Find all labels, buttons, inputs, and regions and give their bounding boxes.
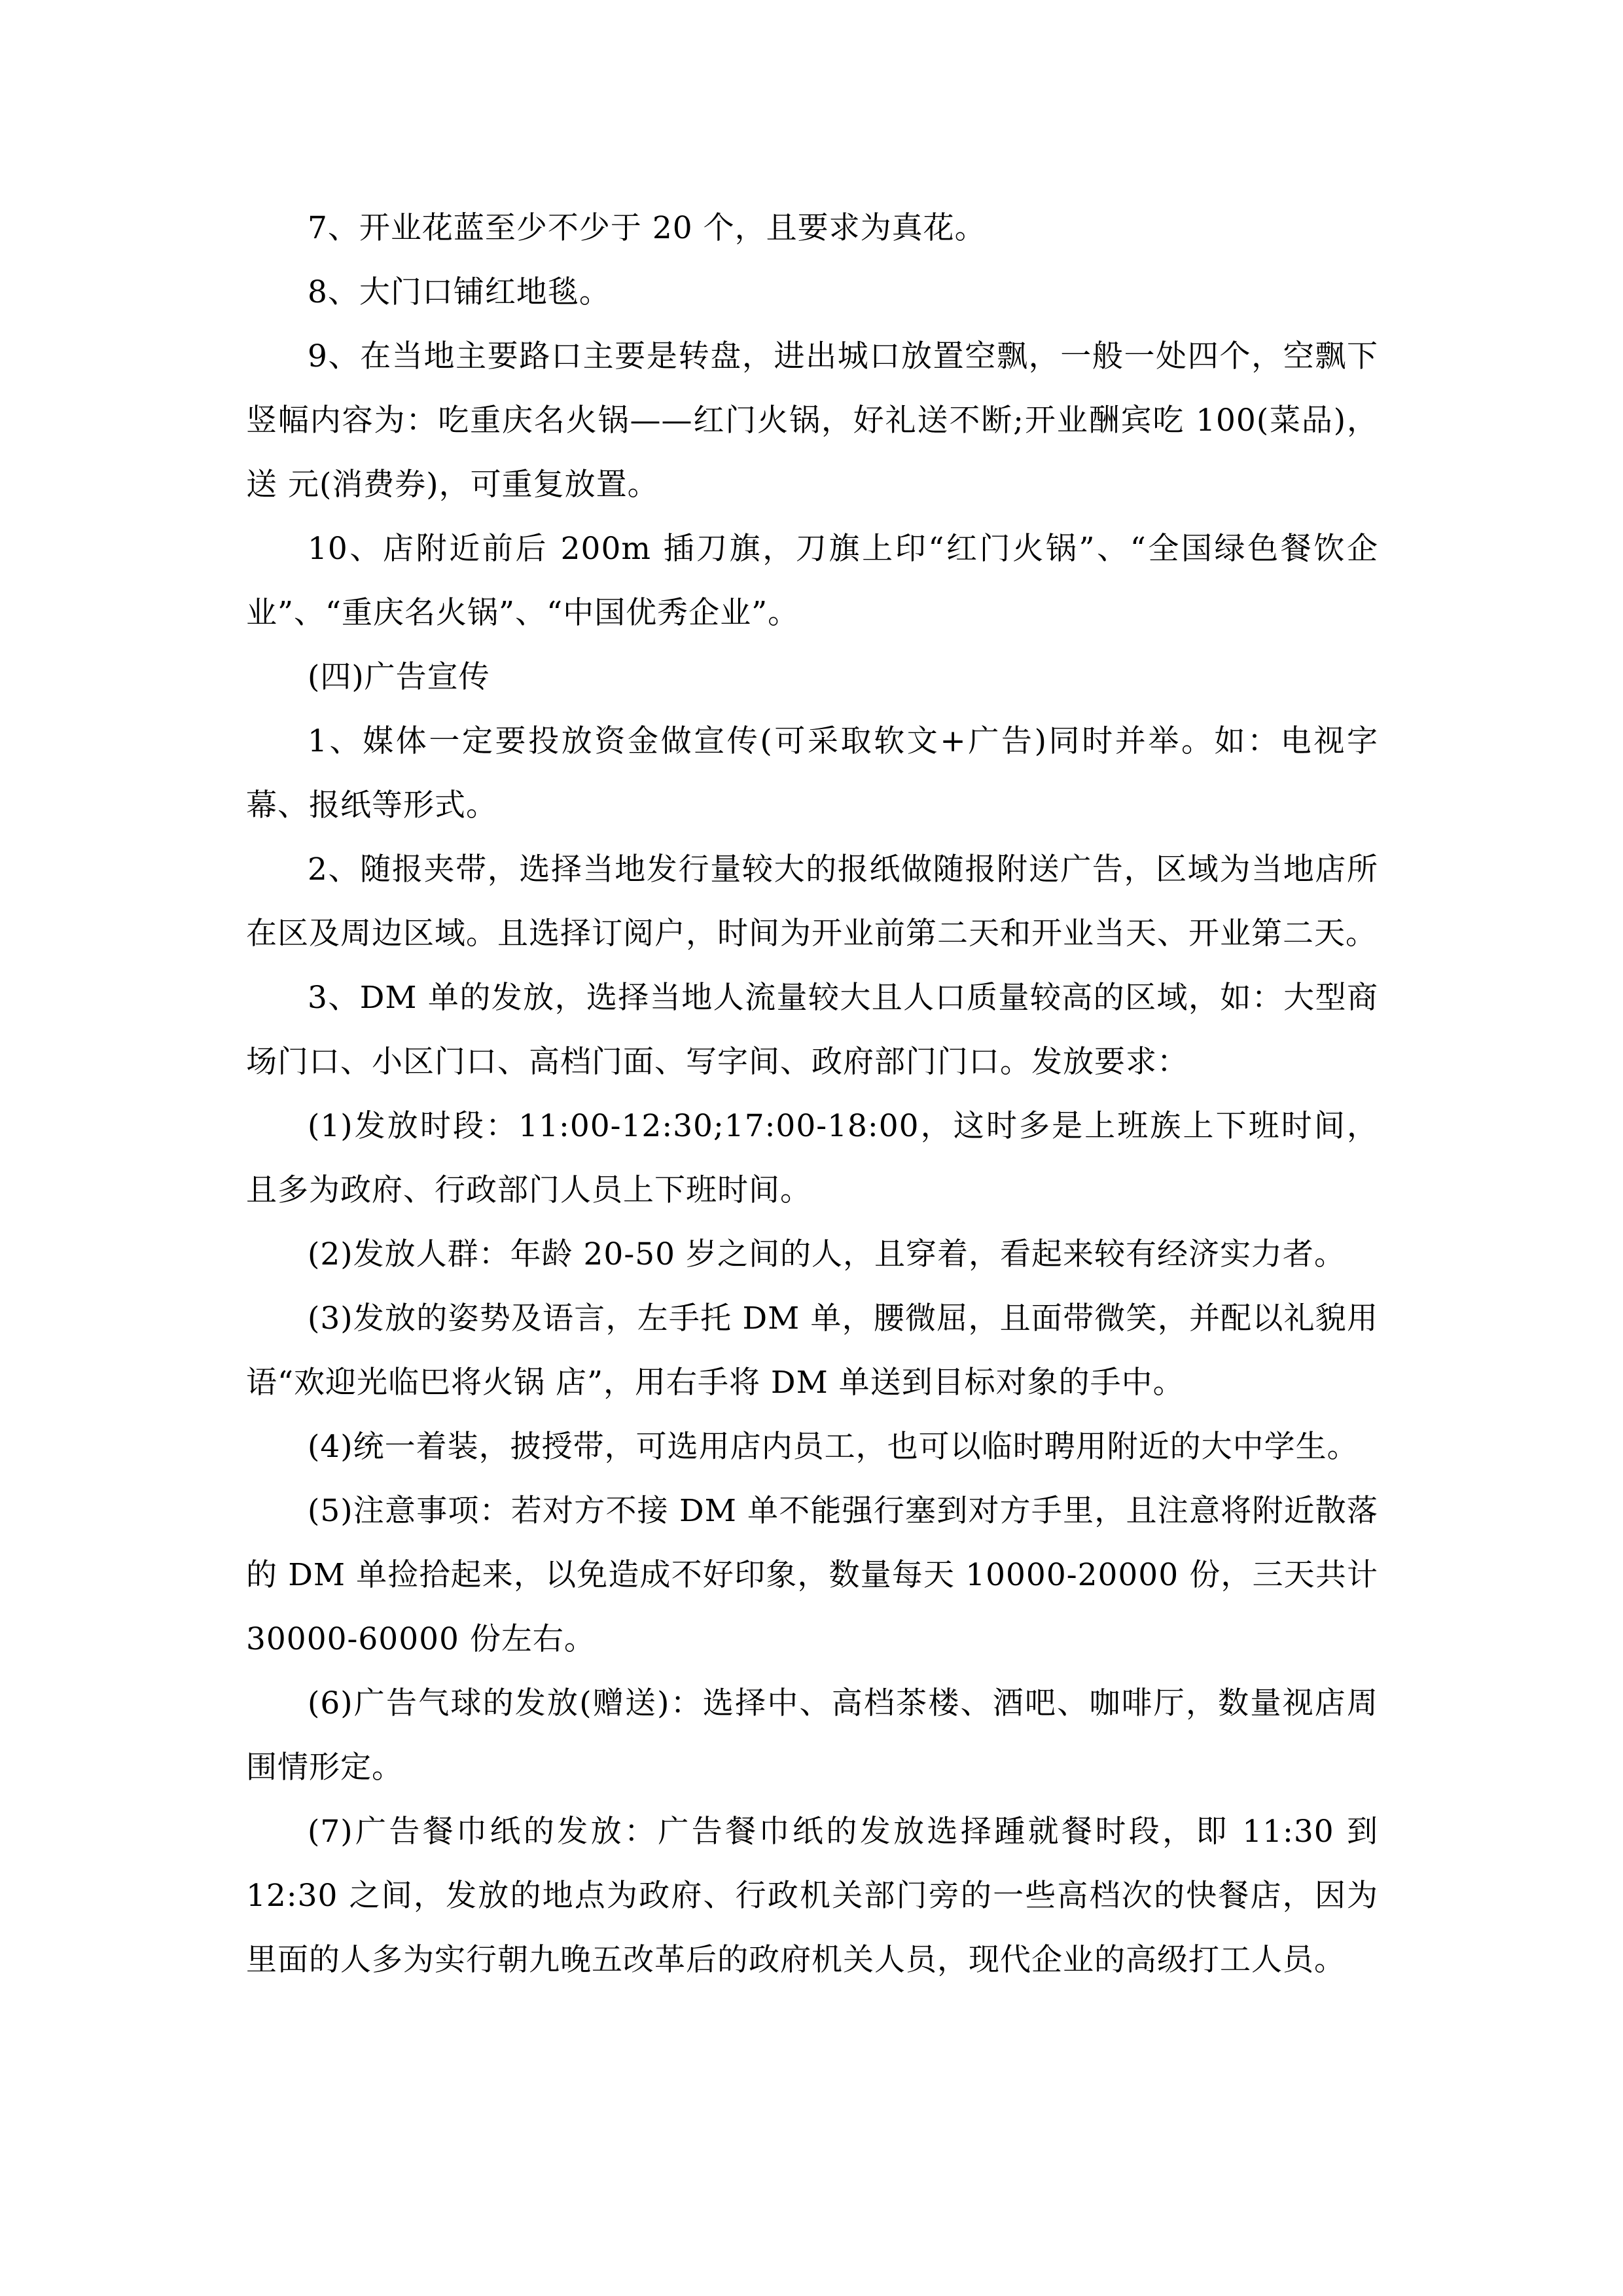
paragraph-newspaper-insert: 2、随报夹带，选择当地发行量较大的报纸做随报附送广告，区域为当地店所在区及周边区域。且选择订阅户，时间为开业前第二天和开业当天、开业第二天。 xyxy=(246,852,1378,952)
paragraph-item-9: 9、在当地主要路口主要是转盘，进出城口放置空飘，一般一处四个，空飘下竖幅内容为：吃重庆名火锅——红门火锅，好礼送不断;开业酬宾吃 100(菜品)，送 元(消费券)，可重复放置。 xyxy=(246,338,1378,503)
paragraph-dm-posture: (3)发放的姿势及语言，左手托 DM 单，腰微屈，且面带微笑，并配以礼貌用语“欢迎光临巴将火锅 店”，用右手将 DM 单送到目标对象的手中。 xyxy=(246,1300,1378,1401)
document-body xyxy=(246,196,1378,1992)
paragraph-dm-notes: (5)注意事项：若对方不接 DM 单不能强行塞到对方手里，且注意将附近散落的 DM 单捡拾起来，以免造成不好印象，数量每天 10000-20000 份，三天共计30000-60000 份左右。 xyxy=(246,1493,1378,1657)
paragraph-dm-audience: (2)发放人群：年龄 20-50 岁之间的人，且穿着，看起来较有经济实力者。 xyxy=(308,1236,1346,1272)
paragraph-dm-distribution: 3、DM 单的发放，选择当地人流量较大且人口质量较高的区域，如：大型商场门口、小区门口、高档门面、写字间、政府部门门口。发放要求： xyxy=(246,980,1378,1080)
paragraph-napkins: (7)广告餐巾纸的发放：广告餐巾纸的发放选择踵就餐时段，即 11:30 到12:30 之间，发放的地点为政府、行政机关部门旁的一些高档次的快餐店，因为里面的人多为实行朝九晚五改革后的政府机关人员，现代企业的高级打工人员。 xyxy=(246,1814,1378,1978)
paragraph-balloons: (6)广告气球的发放(赠送)：选择中、高档茶楼、酒吧、咖啡厅，数量视店周围情形定。 xyxy=(246,1685,1378,1785)
paragraph-item-8: 8、大门口铺红地毯。 xyxy=(308,274,611,310)
paragraph-item-10: 10、店附近前后 200m 插刀旗，刀旗上印“红门火锅”、“全国绿色餐饮企业”、“重庆名火锅”、“中国优秀企业”。 xyxy=(246,531,1378,631)
paragraph-media: 1、媒体一定要投放资金做宣传(可采取软文+广告)同时并举。如：电视字幕、报纸等形式。 xyxy=(246,723,1378,823)
paragraph-item-7: 7、开业花蓝至少不少于 20 个，且要求为真花。 xyxy=(308,210,986,246)
paragraph-dm-time: (1)发放时段：11:00-12:30;17:00-18:00，这时多是上班族上下班时间，且多为政府、行政部门人员上下班时间。 xyxy=(246,1108,1378,1208)
section-heading-advertising: (四)广告宣传 xyxy=(308,659,490,695)
paragraph-dm-uniform: (4)统一着装，披授带，可选用店内员工，也可以临时聘用附近的大中学生。 xyxy=(308,1429,1359,1465)
